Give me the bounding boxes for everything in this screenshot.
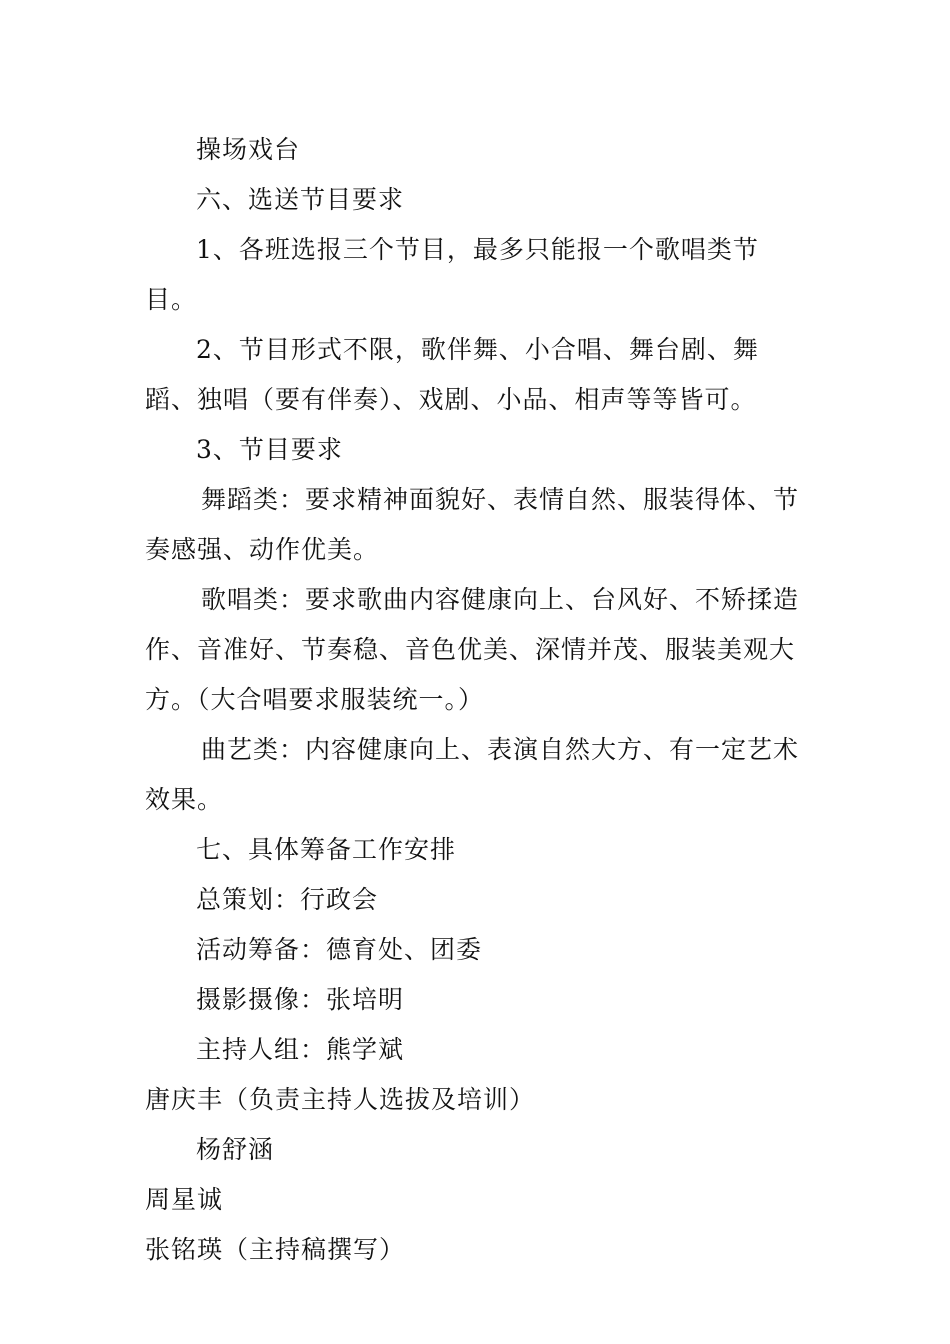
paragraph-preparation: 活动筹备：德育处、团委 xyxy=(196,935,483,964)
paragraph-photography: 摄影摄像：张培明 xyxy=(196,985,405,1014)
paragraph-dance: 舞蹈类：要求精神面貌好、表情自然、服装得体、节奏感强、动作优美。 xyxy=(145,485,800,564)
paragraph-requirement-2: 2、节目形式不限，歌伴舞、小合唱、舞台剧、舞蹈、独唱（要有伴奏）、戏剧、小品、相声等等皆可。 xyxy=(145,335,759,414)
paragraph-planning: 总策划：行政会 xyxy=(196,885,379,914)
paragraph-requirement-1: 1、各班选报三个节目，最多只能报一个歌唱类节目。 xyxy=(145,235,759,314)
section-heading-6: 六、选送节目要求 xyxy=(196,185,405,214)
paragraph-host-tang: 唐庆丰（负责主持人选拔及培训） xyxy=(145,1085,536,1114)
paragraph-host-yang: 杨舒涵 xyxy=(196,1135,275,1164)
paragraph-singing: 歌唱类：要求歌曲内容健康向上、台风好、不矫揉造作、音准好、节奏稳、音色优美、深情并茂、服装美观大方。（大合唱要求服装统一。） xyxy=(145,585,800,714)
paragraph-host-zhang: 张铭瑛（主持稿撰写） xyxy=(145,1235,406,1264)
paragraph-host-group: 主持人组：熊学斌 xyxy=(196,1035,405,1064)
section-heading-7: 七、具体筹备工作安排 xyxy=(196,835,457,864)
paragraph-folk-art: 曲艺类：内容健康向上、表演自然大方、有一定艺术效果。 xyxy=(145,735,800,814)
paragraph-requirement-3: 3、节目要求 xyxy=(196,435,343,464)
paragraph-venue: 操场戏台 xyxy=(196,135,301,164)
document-body xyxy=(145,125,810,1275)
paragraph-host-zhou: 周星诚 xyxy=(145,1185,224,1214)
